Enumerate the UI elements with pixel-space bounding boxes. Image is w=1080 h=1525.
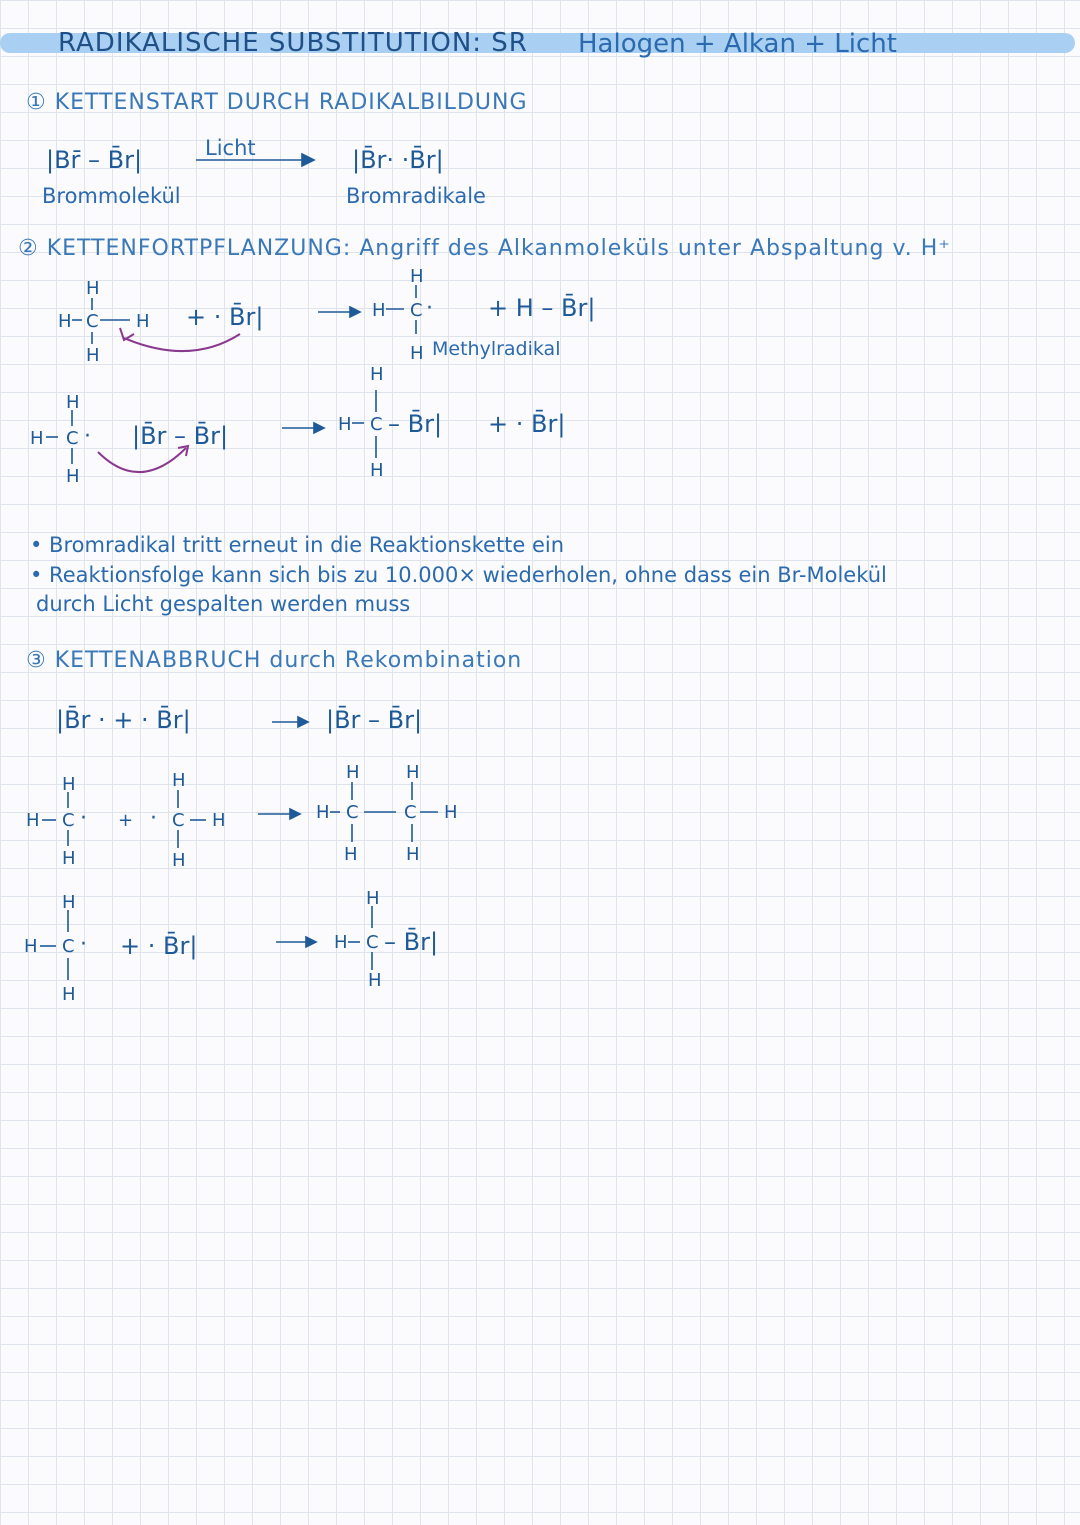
- atom-h: H: [58, 311, 72, 332]
- atom-h: H: [338, 414, 352, 435]
- atom-h: H: [86, 345, 100, 366]
- atom-h: H: [344, 844, 358, 865]
- page-title: RADIKALISCHE SUBSTITUTION: SR: [58, 28, 528, 58]
- atom-h: H: [406, 762, 420, 783]
- atom-h: H: [24, 936, 38, 957]
- atom-h: H: [66, 392, 80, 413]
- arrow-head: [290, 809, 300, 819]
- note-2: • Reaktionsfolge kann sich bis zu 10.000× wiederholen, ohne dass ein Br-Molekül: [30, 563, 887, 587]
- atom-h: H: [366, 888, 380, 909]
- atom-h: H: [86, 278, 100, 299]
- atom-h: H: [370, 364, 384, 385]
- note-1: • Bromradikal tritt erneut in die Reaktionskette ein: [30, 533, 565, 557]
- step2-eq1-reagent: + · B̄r|: [186, 303, 264, 331]
- step2-eq2-reagent: |B̄r – B̄r|: [132, 422, 229, 450]
- step1-arrow-label: Licht: [205, 136, 256, 160]
- arrow-head: [120, 328, 134, 340]
- atom-h: H: [62, 984, 76, 1005]
- methyl-radical-label: Methylradikal: [432, 338, 561, 360]
- atom-h: H: [66, 466, 80, 487]
- step2-eq1-product2: + H – B̄r|: [488, 294, 596, 322]
- electron-shift-arrow: [98, 448, 186, 472]
- atom-h: H: [136, 311, 150, 332]
- section-heading-1: ① KETTENSTART DURCH RADIKALBILDUNG: [26, 90, 528, 115]
- atom-h: H: [62, 848, 76, 869]
- atom-h: H: [62, 892, 76, 913]
- step3-eq1-product: |B̄r – B̄r|: [326, 706, 423, 734]
- atom-c: C: [346, 802, 359, 823]
- step1-reactant: |Br̄ – B̄r|: [46, 146, 143, 174]
- step2-eq2-product2: + · B̄r|: [488, 410, 566, 438]
- step3-eq3-reagent: + · B̄r|: [120, 932, 198, 960]
- atom-h: H: [334, 932, 348, 953]
- atom-h: H: [172, 770, 186, 791]
- arrow-head: [350, 307, 360, 317]
- atom-h: H: [316, 802, 330, 823]
- title-subtitle: Halogen + Alkan + Licht: [578, 29, 897, 59]
- section-heading-2: ② KETTENFORTPFLANZUNG: Angriff des Alkanmoleküls unter Abspaltung v. H⁺: [18, 236, 951, 261]
- atom-h: H: [30, 428, 44, 449]
- step1-product: |B̄r· ·B̄r|: [352, 146, 444, 174]
- arrow-head: [302, 154, 314, 166]
- arrow-head: [314, 423, 324, 433]
- atom-h: H: [172, 850, 186, 871]
- radical-dot: ·: [80, 806, 87, 831]
- atom-h: H: [370, 460, 384, 481]
- atom-c: C: [62, 936, 75, 957]
- atom-h: H: [212, 810, 226, 831]
- atom-h: H: [62, 774, 76, 795]
- step1-product-label: Bromradikale: [346, 184, 486, 208]
- note-3: durch Licht gespalten werden muss: [36, 592, 411, 616]
- atom-h: H: [372, 300, 386, 321]
- section-heading-3: ③ KETTENABBRUCH durch Rekombination: [26, 648, 523, 673]
- atom-c: C: [404, 802, 417, 823]
- radical-dot: ·: [150, 806, 157, 831]
- atom-h: H: [346, 762, 360, 783]
- atom-c: C: [66, 428, 79, 449]
- atom-c: C: [86, 311, 99, 332]
- atom-h: H: [406, 844, 420, 865]
- atom-h: H: [410, 343, 424, 364]
- radical-dot: ·: [426, 296, 433, 321]
- atom-h: H: [410, 266, 424, 287]
- atom-c: C: [172, 810, 185, 831]
- radical-dot: ·: [80, 932, 87, 957]
- step1-reactant-label: Brommolekül: [42, 184, 181, 208]
- atom-h: H: [444, 802, 458, 823]
- arrow-head: [306, 937, 316, 947]
- step3-eq1: |B̄r · + · B̄r|: [56, 706, 191, 734]
- atom-h: H: [26, 810, 40, 831]
- radical-dot: ·: [84, 424, 91, 449]
- atom-c: C: [410, 300, 423, 321]
- step2-eq2-product-br: – B̄r|: [388, 410, 443, 438]
- atom-c: C: [370, 414, 383, 435]
- electron-shift-arrow: [124, 334, 240, 351]
- arrow-head: [298, 717, 308, 727]
- atom-c: C: [62, 810, 75, 831]
- atom-c: C: [366, 932, 379, 953]
- step3-eq3-product-br: – B̄r|: [384, 928, 439, 956]
- atom-h: H: [368, 970, 382, 991]
- plus-sign: +: [118, 810, 134, 831]
